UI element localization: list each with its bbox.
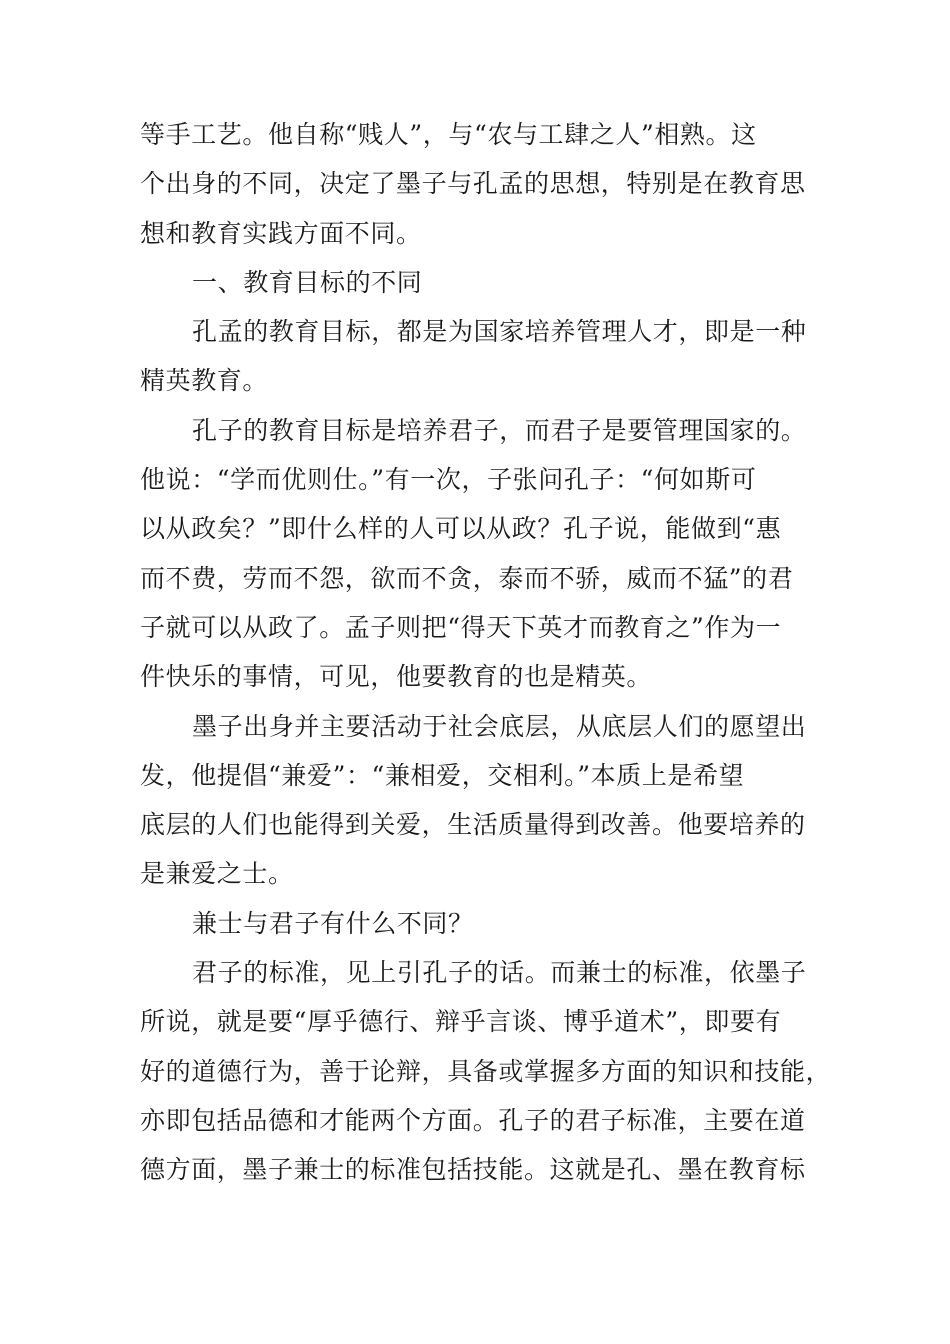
text-line: 子就可以从政了。孟子则把“得天下英才而教育之”作为一 bbox=[140, 612, 782, 642]
text-line: 君子的标准，见上引孔子的话。而兼士的标准，依墨子 bbox=[192, 958, 807, 988]
text-line: 孔孟的教育目标，都是为国家培养管理人才，即是一种 bbox=[192, 317, 807, 347]
text-line: 兼士与君子有什么不同？ bbox=[192, 908, 474, 938]
text-line: 墨子出身并主要活动于社会底层，从底层人们的愿望出 bbox=[192, 711, 807, 741]
text-line: 所说，就是要“厚乎德行、辩乎言谈、博乎道术”，即要有 bbox=[140, 1007, 782, 1037]
text-line: 发，他提倡“兼爱”：“兼相爱，交相利。”本质上是希望 bbox=[140, 760, 745, 790]
text-line: 他说：“学而优则仕。”有一次，子张问孔子：“何如斯可 bbox=[140, 465, 757, 495]
text-line: 底层的人们也能得到关爱，生活质量得到改善。他要培养的 bbox=[140, 810, 806, 840]
text-line: 以从政矣？”即什么样的人可以从政？孔子说，能做到“惠 bbox=[140, 514, 782, 544]
text-line: 好的道德行为，善于论辩，具备或掌握多方面的知识和技能， bbox=[140, 1056, 832, 1086]
document-body bbox=[140, 110, 832, 1195]
text-line: 亦即包括品德和才能两个方面。孔子的君子标准，主要在道 bbox=[140, 1105, 806, 1135]
text-line: 而不费，劳而不怨，欲而不贪，泰而不骄，威而不猛”的君 bbox=[140, 563, 794, 593]
text-line: 件快乐的事情，可见，他要教育的也是精英。 bbox=[140, 662, 653, 692]
text-line: 等手工艺。他自称“贱人”，与“农与工肆之人”相熟。这 bbox=[140, 120, 757, 149]
text-line: 孔子的教育目标是培养君子，而君子是要管理国家的。 bbox=[192, 415, 807, 445]
text-line: 想和教育实践方面不同。 bbox=[140, 218, 422, 248]
text-line: 精英教育。 bbox=[140, 366, 269, 396]
text-line: 一、教育目标的不同 bbox=[192, 267, 423, 297]
text-line: 德方面，墨子兼士的标准包括技能。这就是孔、墨在教育标 bbox=[140, 1155, 806, 1185]
text-line: 是兼爱之士。 bbox=[140, 859, 294, 889]
text-line: 个出身的不同，决定了墨子与孔孟的思想，特别是在教育思 bbox=[140, 169, 806, 199]
